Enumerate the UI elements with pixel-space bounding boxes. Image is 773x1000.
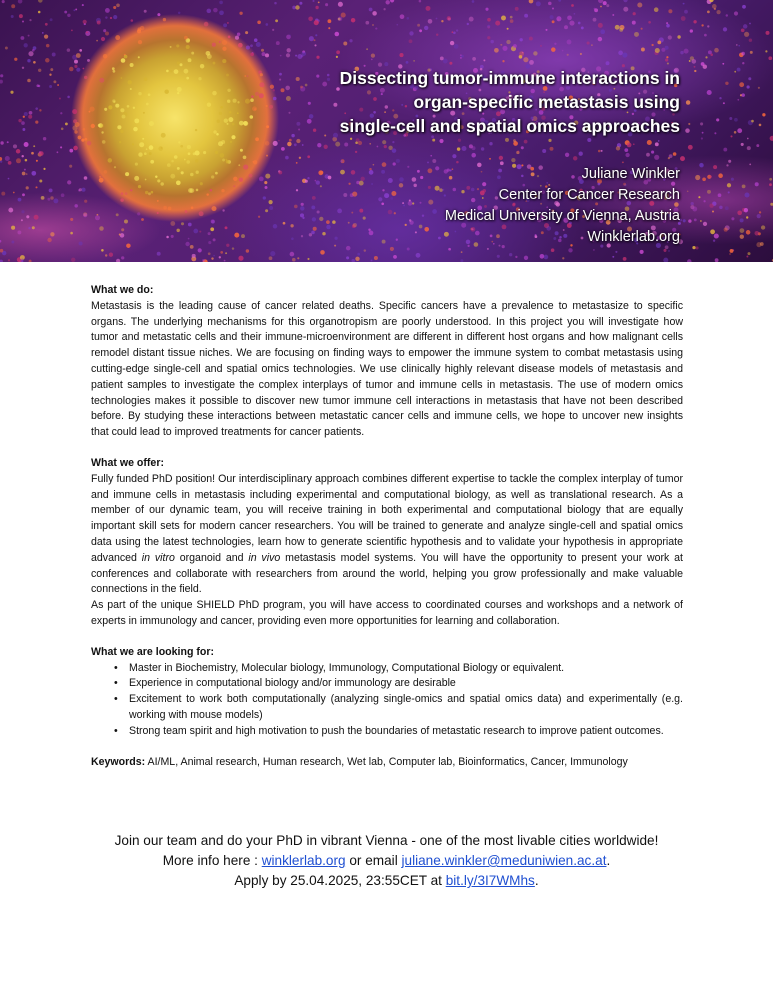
footer-join-line: Join our team and do your PhD in vibrant Vienna - one of the most livable cities worldwide! bbox=[114, 833, 659, 848]
affiliation-university: Medical University of Vienna, Austria bbox=[444, 208, 680, 224]
list-item: • Strong team spirit and high motivation to push the boundaries of metastatic research to improve patient outcomes. bbox=[91, 724, 683, 740]
section-heading-what-we-do: What we do: bbox=[91, 284, 154, 296]
list-item: • Master in Biochemistry, Molecular biology, Immunology, Computational Biology or equivalent. bbox=[91, 661, 683, 677]
website-link[interactable]: winklerlab.org bbox=[261, 853, 346, 868]
what-we-offer-text: Fully funded PhD position! Our interdisciplinary approach combines different expertise to tackle the complex interplay of tumor and immune cells in metastasis including experimental and computational biology, as well as translational research. As a member of our dynamic team, you will receive training in both experimental and computational biology that are equally important skill sets for modern cancer researchers. You will be trained to generate and analyze single-cell and spatial omics data using the latest technologies, learn how to generate scientific hypothesis and to validate your hypothesis in appropriate advanced in vitro organoid and in vivo metastasis model systems. You will have the opportunity to present your work at conferences and collaborate with researchers from around the world, helping you grow professionally and make valuable connections in the field. bbox=[91, 472, 684, 596]
affiliation-center: Center for Cancer Research bbox=[498, 187, 680, 203]
what-we-do-text: Metastasis is the leading cause of cancer related deaths. Specific cancers have a prevalence to metastasize to specific organs. The underlying mechanisms for this organotropism are poorly understood. In this project you will investigate how tumor and metastatic cells and their immune-microenvironment are different in different host organs and how malignant cells remodel distant tissue niches. We are focusing on finding ways to empower the immune system to combat metastasis using cutting-edge single-cell and spatial omics technologies. We use clinically highly relevant disease models of metastasis and patient samples to investigate the complex interplays of tumor and immune cells in metastasis. The use of modern omics technologies makes it possible to discover new tumor immune cell interactions in metastasis that have not been described before. By studying these interactions between metastatic cancer cells and immune cells, we hope to uncover new insights that could lead to improved treatments for cancer patients. bbox=[91, 299, 683, 439]
poster-title bbox=[160, 66, 680, 138]
title-line-2: organ-specific metastasis using bbox=[413, 92, 680, 112]
list-item: • Excitement to work both computationally (analyzing single-omics and spatial omics data) and experimentally (e.g. working with mouse models) bbox=[114, 693, 683, 721]
shield-program-text: As part of the unique SHIELD PhD program, you will have access to coordinated courses and workshops and a network of experts in immunology and cancer, providing even more opportunities for learning and collaboration. bbox=[91, 599, 683, 627]
list-item: • Experience in computational biology and/or immunology are desirable bbox=[91, 676, 683, 692]
footer-call-to-action bbox=[0, 831, 773, 891]
author-block bbox=[260, 164, 680, 248]
keywords-label: Keywords: bbox=[91, 755, 146, 768]
title-line-3: single-cell and spatial omics approaches bbox=[339, 116, 680, 136]
bullet-icon: • bbox=[114, 677, 118, 690]
bullet-icon: • bbox=[114, 724, 118, 737]
email-link[interactable]: juliane.winkler@meduniwien.ac.at bbox=[401, 853, 607, 868]
footer-more-info-line: More info here : winklerlab.org or email juliane.winkler@meduniwien.ac.at. bbox=[162, 853, 611, 868]
author-name: Juliane Winkler bbox=[581, 166, 680, 182]
keywords-value: AI/ML, Animal research, Human research, Wet lab, Computer lab, Bioinformatics, Cancer, Immunology bbox=[145, 755, 628, 768]
apply-link[interactable]: bit.ly/3I7WMhs bbox=[445, 873, 535, 888]
section-heading-what-we-offer: What we offer: bbox=[91, 456, 164, 469]
bullet-icon: • bbox=[114, 661, 118, 674]
title-line-1: Dissecting tumor-immune interactions in bbox=[339, 68, 680, 88]
keywords-line bbox=[91, 755, 683, 771]
requirements-list bbox=[91, 661, 683, 740]
bullet-icon: • bbox=[114, 693, 118, 706]
header-banner-image bbox=[0, 0, 773, 262]
footer-apply-line: Apply by 25.04.2025, 23:55CET at bit.ly/3I7WMhs. bbox=[234, 873, 539, 888]
banner-website: Winklerlab.org bbox=[587, 229, 680, 245]
main-content bbox=[91, 283, 683, 770]
section-heading-looking-for: What we are looking for: bbox=[91, 645, 215, 658]
